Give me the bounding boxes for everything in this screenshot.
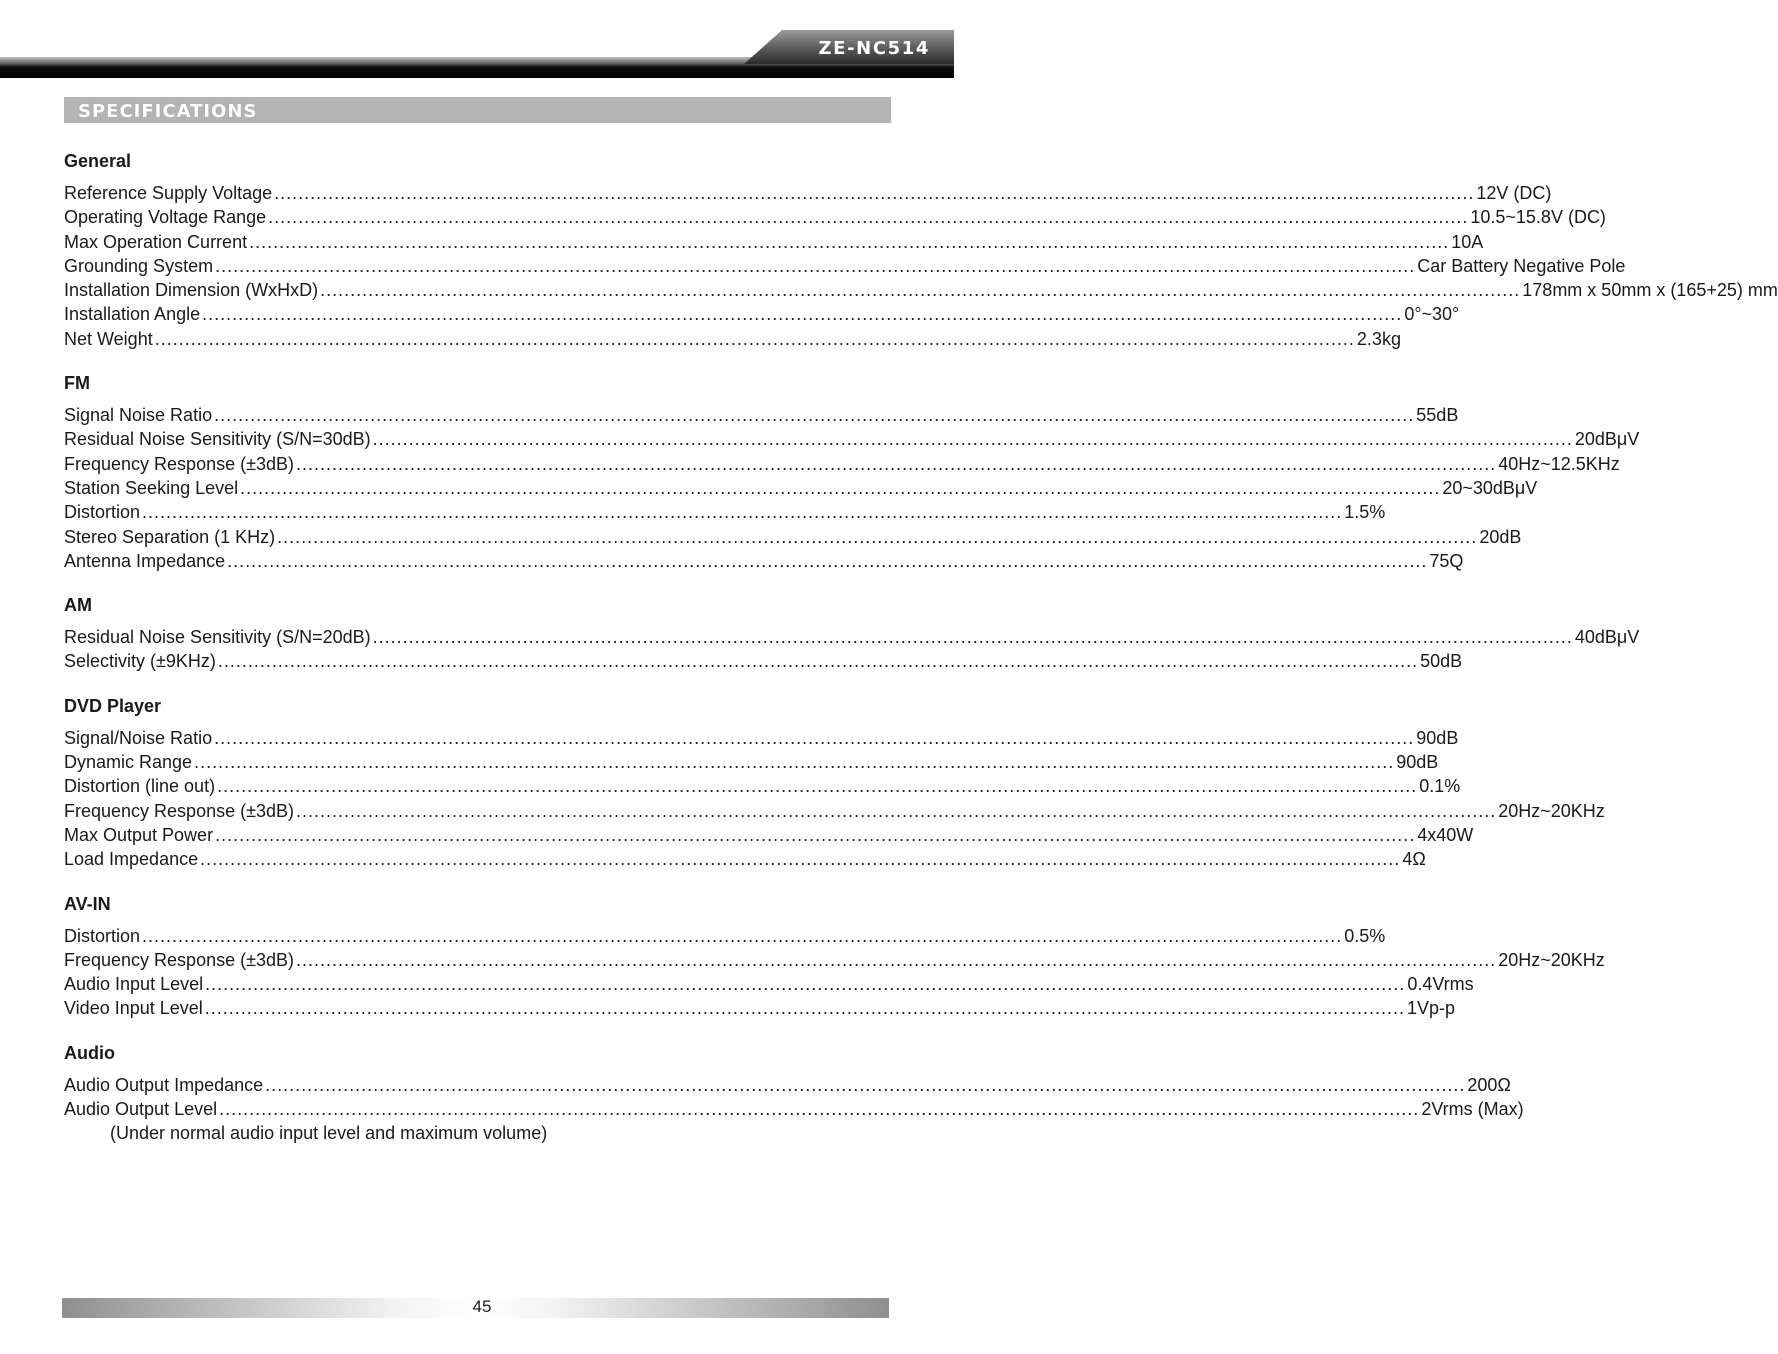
spec-row [64, 427, 1640, 451]
spec-value: 178mm x 50mm x (165+25) mm [1522, 280, 1778, 301]
spec-row [64, 254, 1626, 278]
dot-leader: ........................................................................................................................................................................................................ [200, 849, 1401, 870]
spec-row [64, 1097, 1524, 1121]
spec-row [64, 302, 1460, 326]
section-fm [64, 371, 1640, 573]
spec-value: 0.5% [1344, 925, 1386, 946]
spec-label: Installation Dimension (WxHxD) [64, 280, 319, 301]
spec-value: 0°~30° [1404, 304, 1460, 325]
spec-label: Signal/Noise Ratio [64, 727, 213, 748]
section-am [64, 593, 1640, 674]
dot-leader: ........................................................................................................................................................................................................ [296, 949, 1497, 970]
spec-value: 55dB [1416, 405, 1459, 426]
model-name: ZE-NC514 [818, 38, 930, 59]
specifications-banner [64, 97, 891, 123]
dot-leader: ........................................................................................................................................................................................................ [217, 651, 1419, 672]
spec-value: 4Ω [1402, 849, 1426, 870]
spec-label: Reference Supply Voltage [64, 183, 273, 203]
section-audio [64, 1041, 1524, 1146]
dot-leader: ........................................................................................................................................................................................................ [142, 925, 1343, 946]
section-heading: Audio [64, 1042, 115, 1063]
spec-row [64, 327, 1401, 351]
section-heading: DVD Player [64, 695, 162, 716]
spec-row [64, 996, 1456, 1020]
spec-value: 1.5% [1344, 502, 1386, 523]
dot-leader: ........................................................................................................................................................................................................ [277, 526, 1478, 547]
spec-label: Distortion [64, 925, 141, 946]
spec-label: Video Input Level [64, 998, 203, 1019]
dot-leader: ........................................................................................................................................................................................................ [214, 727, 1415, 748]
spec-row [64, 799, 1605, 823]
spec-value: 40Hz~12.5KHz [1498, 453, 1620, 474]
spec-value: 40dBμV [1574, 627, 1640, 648]
spec-value: 200Ω [1467, 1074, 1511, 1095]
spec-row [64, 500, 1386, 524]
section-dvd-player [64, 694, 1605, 872]
spec-row [64, 847, 1426, 871]
spec-row [64, 278, 1778, 302]
spec-row [64, 452, 1620, 476]
specifications-title: SPECIFICATIONS [78, 101, 258, 122]
section-av-in [64, 892, 1605, 1021]
section-heading: General [64, 151, 132, 171]
dot-leader: ........................................................................................................................................................................................................ [205, 974, 1406, 995]
section-general [64, 149, 1778, 351]
spec-row [64, 774, 1461, 798]
section-heading: AV-IN [64, 893, 111, 914]
spec-row [64, 823, 1474, 847]
spec-row [64, 726, 1459, 750]
dot-leader: ........................................................................................................................................................................................................ [219, 1099, 1420, 1120]
spec-label: Frequency Response (±3dB) [64, 949, 294, 970]
spec-row [64, 205, 1606, 229]
spec-row [64, 750, 1439, 774]
spec-label: Installation Angle [64, 304, 201, 325]
spec-row [64, 924, 1386, 948]
dot-leader: ........................................................................................................................................................................................................ [240, 477, 1441, 498]
dot-leader: ........................................................................................................................................................................................................ [204, 998, 1405, 1019]
spec-label: Selectivity (±9KHz) [64, 651, 216, 672]
spec-row [64, 230, 1484, 254]
dot-leader: ........................................................................................................................................................................................................ [296, 453, 1497, 474]
spec-row [64, 972, 1474, 996]
dot-leader: ........................................................................................................................................................................................................ [296, 800, 1497, 821]
dot-leader: ........................................................................................................................................................................................................ [215, 255, 1416, 276]
spec-label: Distortion (line out) [64, 776, 216, 797]
spec-label: Antenna Impedance [64, 550, 226, 571]
dot-leader: ........................................................................................................................................................................................................ [202, 304, 1403, 325]
spec-row [64, 181, 1552, 205]
dot-leader: ........................................................................................................................................................................................................ [227, 550, 1428, 571]
dot-leader: ........................................................................................................................................................................................................ [215, 824, 1416, 845]
specifications-content [64, 149, 1778, 1166]
spec-value: 20Hz~20KHz [1498, 800, 1605, 821]
spec-label: Stereo Separation (1 KHz) [64, 526, 276, 547]
spec-value: 20Hz~20KHz [1498, 949, 1605, 970]
spec-label: Frequency Response (±3dB) [64, 453, 294, 474]
spec-label: Max Operation Current [64, 231, 248, 252]
dot-leader: ........................................................................................................................................................................................................ [274, 183, 1475, 203]
spec-value: 20dB [1479, 526, 1522, 547]
dot-leader: ........................................................................................................................................................................................................ [217, 776, 1418, 797]
spec-label: Operating Voltage Range [64, 207, 267, 228]
spec-row [64, 1073, 1511, 1097]
dot-leader: ........................................................................................................................................................................................................ [194, 752, 1395, 773]
spec-row [64, 625, 1640, 649]
spec-label: Distortion [64, 502, 141, 523]
spec-value: 10A [1451, 231, 1484, 252]
spec-label: Station Seeking Level [64, 477, 239, 498]
spec-label: Residual Noise Sensitivity (S/N=20dB) [64, 627, 371, 648]
spec-label: Dynamic Range [64, 752, 193, 773]
spec-label: Max Output Power [64, 824, 214, 845]
spec-value: 2.3kg [1356, 328, 1401, 349]
spec-value: 10.5~15.8V (DC) [1470, 207, 1606, 228]
section-heading: AM [64, 595, 92, 616]
spec-label: Audio Output Level [64, 1099, 218, 1120]
spec-label: Audio Input Level [64, 974, 204, 995]
dot-leader: ........................................................................................................................................................................................................ [142, 502, 1343, 523]
spec-value: 1Vp-p [1406, 998, 1456, 1019]
spec-label: Grounding System [64, 255, 214, 276]
spec-value: 20dBμV [1574, 429, 1640, 450]
spec-label: Frequency Response (±3dB) [64, 800, 294, 821]
spec-row [64, 948, 1605, 972]
spec-value: 90dB [1416, 727, 1459, 748]
page-number: 45 [472, 1297, 492, 1316]
spec-value: 50dB [1420, 651, 1463, 672]
spec-label: Signal Noise Ratio [64, 405, 213, 426]
dot-leader: ........................................................................................................................................................................................................ [372, 627, 1573, 648]
spec-row [64, 476, 1538, 500]
dot-leader: ........................................................................................................................................................................................................ [214, 405, 1415, 426]
spec-row [64, 525, 1522, 549]
dot-leader: ........................................................................................................................................................................................................ [372, 429, 1573, 450]
section-heading: FM [64, 373, 90, 394]
audio-note: (Under normal audio input level and maximum volume) [110, 1123, 548, 1144]
spec-label: Residual Noise Sensitivity (S/N=30dB) [64, 429, 371, 450]
dot-leader: ........................................................................................................................................................................................................ [265, 1074, 1466, 1095]
spec-row [64, 403, 1459, 427]
spec-value: 20~30dBμV [1442, 477, 1538, 498]
spec-value: 90dB [1396, 752, 1439, 773]
spec-value: 75Q [1429, 550, 1464, 571]
dot-leader: ........................................................................................................................................................................................................ [320, 280, 1521, 301]
spec-label: Load Impedance [64, 849, 199, 870]
spec-row [64, 549, 1464, 573]
spec-value: 0.4Vrms [1407, 974, 1474, 995]
spec-value: 0.1% [1419, 776, 1461, 797]
spec-value: 4x40W [1417, 824, 1474, 845]
spec-label: Audio Output Impedance [64, 1074, 264, 1095]
spec-row [64, 649, 1463, 673]
spec-value: 12V (DC) [1476, 183, 1552, 203]
spec-label: Net Weight [64, 328, 153, 349]
spec-value: Car Battery Negative Pole [1417, 255, 1626, 276]
dot-leader: ........................................................................................................................................................................................................ [154, 328, 1355, 349]
spec-value: 2Vrms (Max) [1421, 1099, 1524, 1120]
dot-leader: ........................................................................................................................................................................................................ [249, 231, 1450, 252]
dot-leader: ........................................................................................................................................................................................................ [268, 207, 1469, 228]
